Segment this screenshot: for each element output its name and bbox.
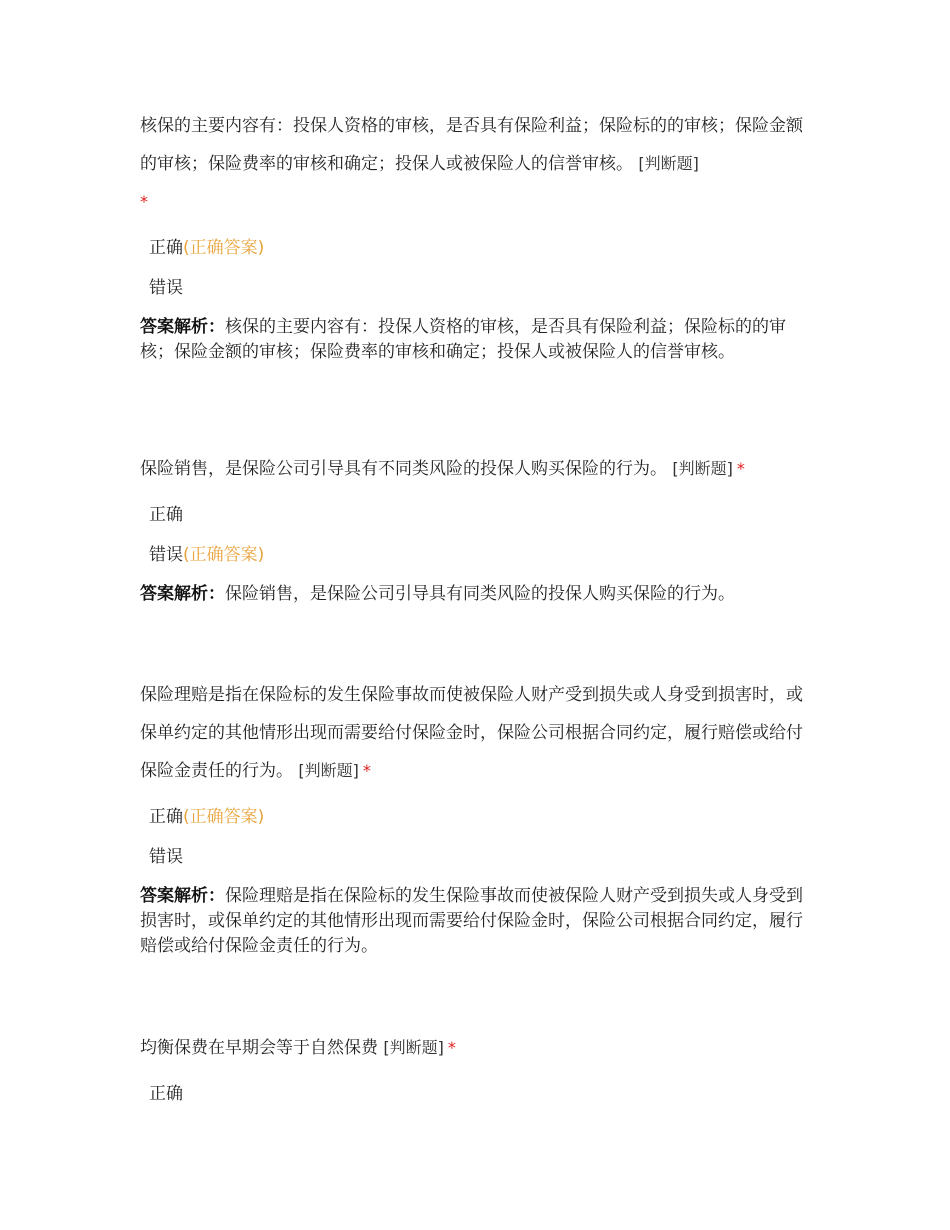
required-marker: *: [447, 1038, 456, 1057]
question-2: [140, 450, 812, 607]
answer-analysis: 答案解析：核保的主要内容有：投保人资格的审核，是否具有保险利益；保险标的的审核；保险金额的审核；保险费率的审核和确定；投保人或被保险人的信誉审核。: [140, 317, 786, 362]
options-list: [140, 797, 812, 877]
question-text: 均衡保费在早期会等于自然保费 [判断题] *: [140, 1038, 456, 1058]
answer-analysis: 答案解析：保险理赔是指在保险标的发生保险事故而使被保险人财产受到损失或人身受到损害时，或保单约定的其他情形出现而需要给付保险金时，保险公司根据合同约定，履行赔偿或给付保险金责任的行为。: [140, 886, 803, 956]
option-wrong[interactable]: 错误(正确答案): [149, 545, 265, 565]
question-type-tag: [判断题]: [298, 761, 359, 780]
options-list: [140, 228, 812, 308]
question-text: 保险销售，是保险公司引导具有不同类风险的投保人购买保险的行为。 [判断题] *: [140, 459, 745, 479]
question-4: [140, 1029, 812, 1114]
correct-answer-mark: (正确答案): [183, 238, 265, 258]
analysis-label: 答案解析：: [140, 886, 225, 906]
required-marker: *: [736, 459, 745, 478]
options-list: [140, 495, 812, 575]
options-list: [140, 1074, 812, 1114]
answer-analysis: 答案解析：保险销售，是保险公司引导具有同类风险的投保人购买保险的行为。: [140, 584, 735, 604]
option-correct[interactable]: 正确(正确答案): [149, 238, 265, 258]
option-correct[interactable]: 正确: [149, 1084, 183, 1104]
analysis-label: 答案解析：: [140, 317, 225, 337]
option-wrong[interactable]: 错误: [149, 847, 183, 867]
question-text: 保险理赔是指在保险标的发生保险事故而使被保险人财产受到损失或人身受到损害时，或保单约定的其他情形出现而需要给付保险金时，保险公司根据合同约定，履行赔偿或给付保险金责任的行为。 [判断题] *: [140, 685, 803, 781]
option-correct[interactable]: 正确: [149, 505, 183, 525]
correct-answer-mark: (正确答案): [183, 545, 265, 565]
question-type-tag: [判断题]: [383, 1038, 444, 1057]
required-marker: *: [140, 192, 148, 211]
correct-answer-mark: (正确答案): [183, 807, 265, 827]
question-1: [140, 107, 812, 365]
option-correct[interactable]: 正确(正确答案): [149, 807, 265, 827]
question-type-tag: [判断题]: [672, 459, 733, 478]
question-type-tag: [判断题]: [638, 154, 699, 173]
analysis-label: 答案解析：: [140, 584, 225, 604]
question-3: [140, 676, 812, 959]
option-wrong[interactable]: 错误: [149, 278, 183, 298]
required-marker: *: [362, 761, 371, 780]
question-text: 核保的主要内容有：投保人资格的审核，是否具有保险利益；保险标的的审核；保险金额的审核；保险费率的审核和确定；投保人或被保险人的信誉审核。 [判断题] *: [140, 116, 803, 211]
